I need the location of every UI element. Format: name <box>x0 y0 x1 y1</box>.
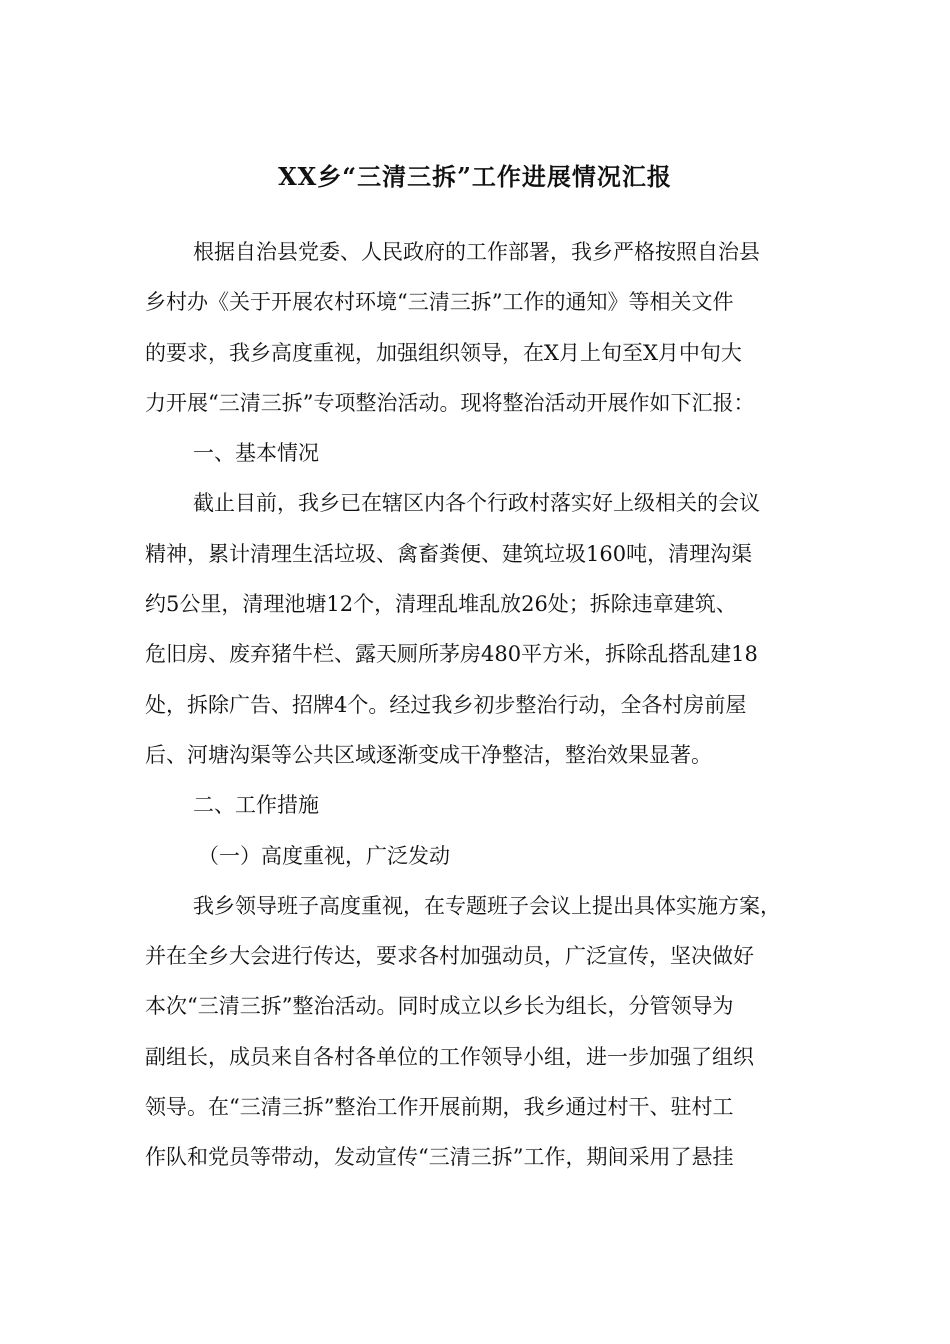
paragraph-line: 并在全乡大会进行传达，要求各村加强动员，广泛宣传，坚决做好 <box>145 944 754 969</box>
paragraph-line: 领导。在“三清三拆”整治工作开展前期，我乡通过村干、驻村工 <box>145 1095 734 1120</box>
paragraph-line: 根据自治县党委、人民政府的工作部署，我乡严格按照自治县 <box>193 240 760 264</box>
subsection-heading: （一）高度重视，广泛发动 <box>198 843 450 868</box>
section-heading-basic: 一、基本情况 <box>193 441 319 466</box>
paragraph-line: 副组长，成员来自各村各单位的工作领导小组，进一步加强了组织 <box>145 1044 754 1069</box>
paragraph-line: 的要求，我乡高度重视，加强组织领导，在X月上旬至X月中旬大 <box>145 340 742 365</box>
paragraph-line: 力开展“三清三拆”专项整治活动。现将整治活动开展作如下汇报： <box>145 390 755 415</box>
paragraph-line: 乡村办《关于开展农村环境“三清三拆”工作的通知》等相关文件 <box>145 290 734 315</box>
paragraph-line: 精神，累计清理生活垃圾、禽畜粪便、建筑垃圾160吨，清理沟渠 <box>145 541 753 566</box>
paragraph-line: 我乡领导班子高度重视，在专题班子会议上提出具体实施方案， <box>193 893 781 918</box>
document-body <box>145 234 810 1190</box>
document-title: XX乡“三清三拆”工作进展情况汇报 <box>278 162 672 191</box>
paragraph-line: 处，拆除广告、招牌4个。经过我乡初步整治行动，全各村房前屋 <box>145 692 747 717</box>
paragraph-line: 约5公里，清理池塘12个，清理乱堆乱放26处；拆除违章建筑、 <box>145 592 737 617</box>
paragraph-line: 截止目前，我乡已在辖区内各个行政村落实好上级相关的会议 <box>193 491 760 516</box>
paragraph-line: 危旧房、废弃猪牛栏、露天厕所茅房480平方米，拆除乱搭乱建18 <box>145 642 758 667</box>
paragraph-line: 后、河塘沟渠等公共区域逐渐变成干净整洁，整治效果显著。 <box>145 742 712 767</box>
paragraph-line: 作队和党员等带动，发动宣传“三清三拆”工作，期间采用了悬挂 <box>145 1145 734 1170</box>
paragraph-line: 本次“三清三拆”整治活动。同时成立以乡长为组长，分管领导为 <box>145 994 734 1019</box>
section-heading-measures: 二、工作措施 <box>193 793 319 818</box>
